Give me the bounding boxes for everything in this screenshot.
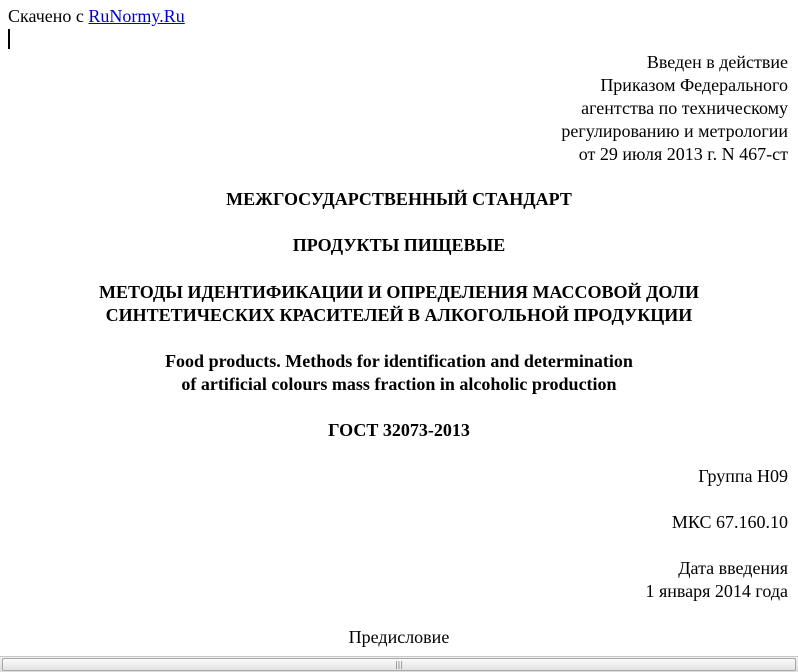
source-link[interactable]: RuNormy.Ru (88, 6, 185, 26)
group-code: Группа Н09 (698, 466, 788, 486)
standard-subtitle (0, 281, 798, 327)
preface-heading: Предисловие (348, 627, 450, 647)
standard-english-title (0, 350, 798, 396)
standard-subtitle-line: МЕТОДЫ ИДЕНТИФИКАЦИИ И ОПРЕДЕЛЕНИЯ МАССОВОЙ ДОЛИ (99, 282, 699, 302)
standard-subtitle-line: СИНТЕТИЧЕСКИХ КРАСИТЕЛЕЙ В АЛКОГОЛЬНОЙ ПРОДУКЦИИ (105, 305, 693, 325)
standard-category: МЕЖГОСУДАРСТВЕННЫЙ СТАНДАРТ (226, 189, 572, 209)
source-prefix: Скачено с (8, 6, 89, 26)
effective-date (645, 557, 788, 603)
scrollbar-grip-icon: ||| (394, 660, 404, 669)
enactment-line: Приказом Федерального (600, 75, 788, 95)
english-title-line: Food products. Methods for identification and determination (165, 351, 633, 371)
enactment-line: регулированию и метрологии (561, 121, 788, 141)
scrollbar-thumb[interactable] (2, 658, 796, 671)
effective-date-value: 1 января 2014 года (645, 581, 788, 601)
effective-date-label: Дата введения (678, 558, 788, 578)
source-line (8, 6, 185, 26)
standard-code: ГОСТ 32073-2013 (328, 420, 470, 440)
standard-title: ПРОДУКТЫ ПИЩЕВЫЕ (292, 235, 506, 255)
mks-code: МКС 67.160.10 (671, 512, 788, 532)
enactment-line: агентства по техническому (581, 98, 788, 118)
enactment-line: от 29 июля 2013 г. N 467-ст (578, 144, 788, 164)
horizontal-scrollbar[interactable] (0, 656, 798, 672)
english-title-line: of artificial colours mass fraction in alcoholic production (181, 374, 617, 394)
text-caret (8, 29, 10, 49)
enactment-line: Введен в действие (646, 52, 788, 72)
enactment-block (561, 51, 788, 166)
